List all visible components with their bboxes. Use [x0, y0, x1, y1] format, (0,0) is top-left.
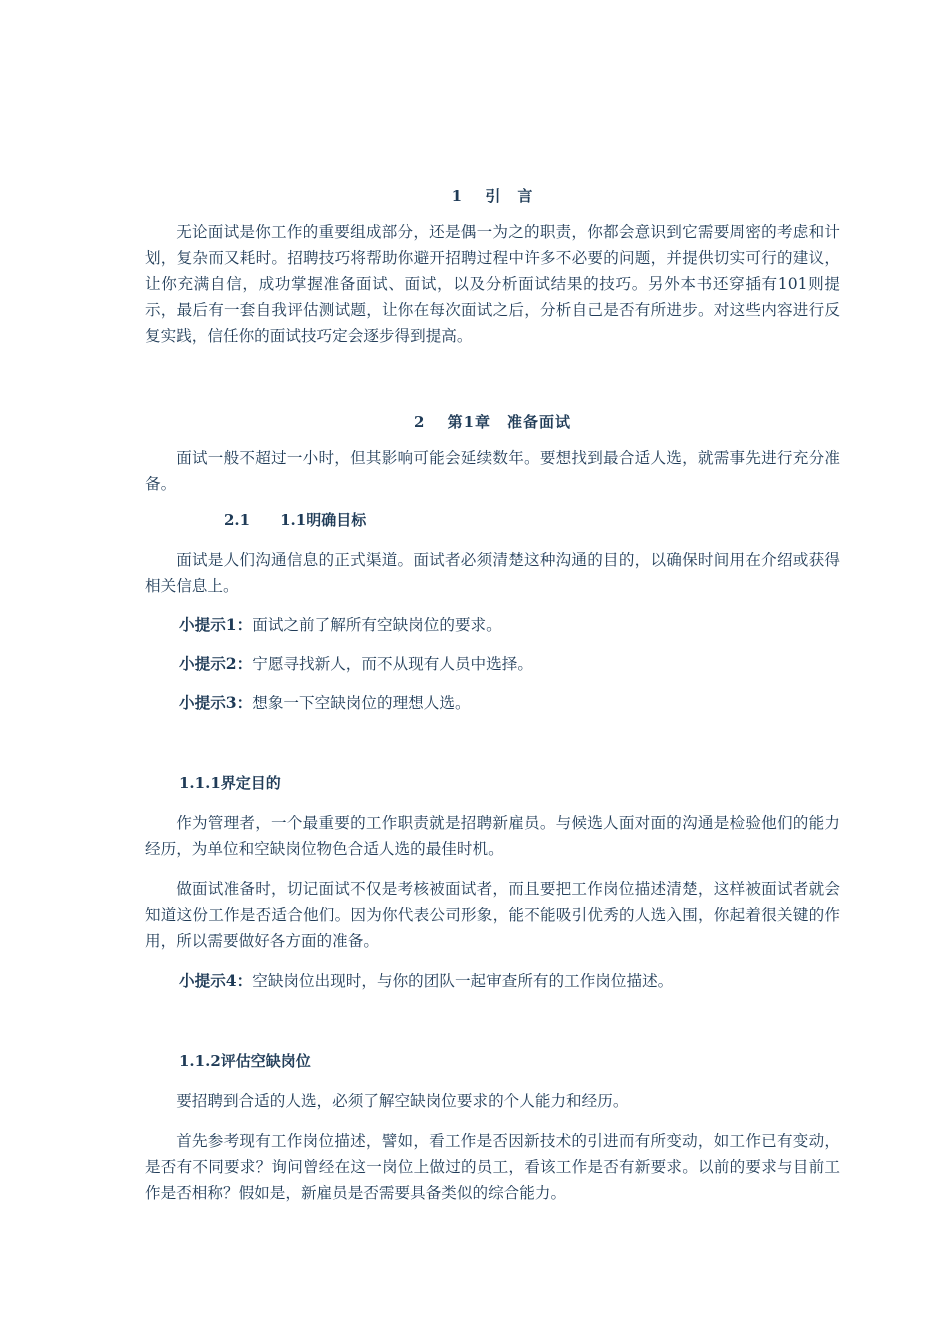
- tip-text: 面试之前了解所有空缺岗位的要求。: [252, 616, 502, 634]
- section-1-1-1-paragraph-2: 做面试准备时，切记面试不仅是考核被面试者，而且要把工作岗位描述清楚，这样被面试者就会知道这份工作是否适合他们。因为你代表公司形象，能不能吸引优秀的人选入围，你起着很关键的作用，所以需要做好各方面的准备。: [145, 880, 840, 950]
- tip-3: [145, 690, 840, 716]
- tip-text: 宁愿寻找新人，而不从现有人员中选择。: [252, 655, 533, 673]
- tip-label: 小提示4：: [179, 971, 253, 990]
- tip-text: 空缺岗位出现时，与你的团队一起审查所有的工作岗位描述。: [252, 972, 674, 990]
- tip-label: 小提示3：: [179, 693, 253, 712]
- section-1-1-1-paragraph-1: 作为管理者，一个最重要的工作职责就是招聘新雇员。与候选人面对面的沟通是检验他们的能力经历，为单位和空缺岗位物色合适人选的最佳时机。: [145, 814, 840, 858]
- section-2-1-paragraph: 面试是人们沟通信息的正式渠道。面试者必须清楚这种沟通的目的，以确保时间用在介绍或获得相关信息上。: [145, 551, 840, 595]
- tip-1: [145, 612, 840, 638]
- section-2-1-heading: 2.1 1.1明确目标: [224, 511, 367, 529]
- tip-2: [145, 651, 840, 677]
- tip-label: 小提示1：: [179, 615, 253, 634]
- chapter-1-paragraph: 面试一般不超过一小时，但其影响可能会延续数年。要想找到最合适人选，就需事先进行充分准备。: [145, 449, 840, 493]
- section-1-1-2-paragraph-1: 要招聘到合适的人选，必须了解空缺岗位要求的个人能力和经历。: [176, 1092, 629, 1110]
- tip-text: 想象一下空缺岗位的理想人选。: [252, 694, 471, 712]
- section-1-1-2-paragraph-2: 首先参考现有工作岗位描述，譬如，看工作是否因新技术的引进而有所变动，如工作已有变动，是否有不同要求？询问曾经在这一岗位上做过的员工，看该工作是否有新要求。以前的要求与目前工作是否相称？假如是，新雇员是否需要具备类似的综合能力。: [145, 1132, 840, 1202]
- tip-label: 小提示2：: [179, 654, 253, 673]
- chapter-1-heading: 2 第1章 准备面试: [413, 413, 572, 431]
- tip-4: [145, 968, 840, 994]
- section-1-1-1-heading: 1.1.1界定目的: [179, 774, 281, 792]
- document-page: [145, 183, 840, 1206]
- section-heading-intro: 1 引 言: [451, 187, 534, 205]
- section-1-1-2-heading: 1.1.2评估空缺岗位: [179, 1052, 311, 1070]
- intro-paragraph: 无论面试是你工作的重要组成部分，还是偶一为之的职责，你都会意识到它需要周密的考虑和计划，复杂而又耗时。招聘技巧将帮助你避开招聘过程中许多不必要的问题，并提供切实可行的建议，让你充满自信，成功掌握准备面试、面试，以及分析面试结果的技巧。另外本书还穿插有101则提示，最后有一套自我评估测试题，让你在每次面试之后，分析自己是否有所进步。对这些内容进行反复实践，信任你的面试技巧定会逐步得到提高。: [145, 223, 840, 345]
